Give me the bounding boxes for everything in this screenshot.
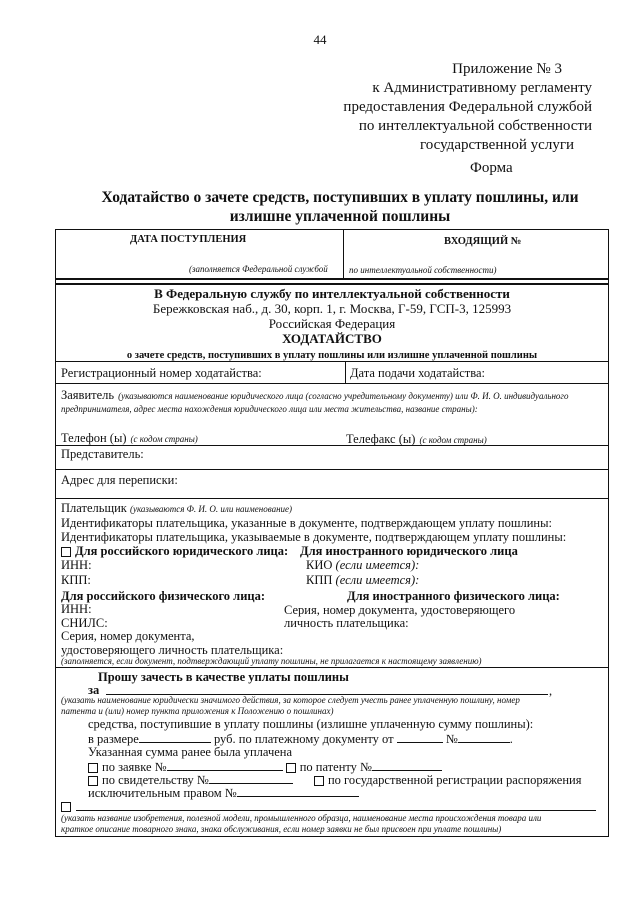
payer-ids-declared: Идентификаторы плательщика, указываемые в документе, подтверждающем уплату пошлины: [61, 530, 567, 544]
offset-funds: средства, поступившие в уплату пошлины (излишне уплаченную сумму пошлины): [88, 717, 534, 731]
offset-za: за [88, 683, 100, 697]
payer-block [61, 501, 606, 544]
kio-field [306, 558, 419, 573]
receipt-note-right: по интеллектуальной собственности) [349, 265, 497, 275]
paid-earlier: Указанная сумма ранее была уплачена [88, 745, 293, 759]
amount-end: . [509, 732, 513, 746]
ru-legal-label: Для российского юридического лица: [75, 544, 289, 558]
receipt-date-label: ДАТА ПОСТУПЛЕНИЯ [130, 234, 247, 245]
reg-number-label: Регистрационный номер ходатайства: [61, 366, 262, 380]
offset-hint-4: краткое описание товарного знака, знака обслуживания, если номер заявки не был присвоен при уплате пошлины) [61, 824, 502, 834]
fax-label: Телефакс (ы) [346, 432, 416, 446]
series-foreign-2: личность плательщика: [284, 616, 409, 630]
series-ru-1: Серия, номер документа, [61, 629, 195, 643]
form-label: Форма [470, 160, 513, 176]
applicant-label: Заявитель [61, 388, 115, 402]
payer-label: Плательщик [61, 501, 127, 515]
header-line: государственной услуги [420, 137, 574, 153]
patent-number-input[interactable] [372, 759, 442, 771]
representative-label: Представитель: [61, 447, 144, 461]
filing-date-label: Дата подачи ходатайства: [350, 366, 485, 380]
series-foreign-1: Серия, номер документа, удостоверяющего [284, 603, 516, 617]
petition-heading: ХОДАТАЙСТВО [282, 331, 382, 346]
by-registration-label: по государственной регистрации распоряжения [327, 773, 582, 787]
series-ru-2: удостоверяющего личность плательщика: [61, 643, 284, 657]
amount-prefix: в размере [88, 732, 139, 746]
payment-number-input[interactable] [458, 731, 510, 743]
payer-hint: (указываются Ф. И. О. или наименование) [129, 504, 293, 514]
inn2-label: ИНН: [61, 602, 92, 616]
offset-heading: Прошу зачесть в качестве уплаты пошлины [98, 670, 349, 684]
offset-hint-1: (указать наименование юридически значимого действия, за которое следует учесть ранее уплаченную пошлину, номер [61, 695, 520, 705]
exclusive-right-label: исключительным правом № [88, 786, 237, 800]
kio-label: КИО [306, 558, 333, 572]
ru-legal-row [61, 544, 288, 559]
foreign-person-label: Для иностранного физического лица: [347, 589, 560, 603]
header-line: Приложение № 3 [452, 61, 562, 77]
amount-no: № [445, 732, 458, 746]
payer-note: (заполняется, если документ, подтверждающий уплату пошлины, не прилагается к настоящему заявлению) [61, 656, 482, 666]
by-certificate-label: по свидетельству № [102, 773, 209, 787]
applicant-block [61, 389, 609, 415]
title-line-1: Ходатайство о зачете средств, поступивших в уплату пошлины, или [101, 189, 579, 206]
certificate-number-input[interactable] [209, 772, 293, 784]
offset-comma: , [549, 684, 553, 698]
fax-field[interactable] [346, 430, 487, 448]
receipt-note-left: (заполняется Федеральной службой [189, 264, 328, 274]
kpp2-field [306, 573, 419, 588]
kio-hint: (если имеется): [335, 558, 420, 572]
offset-hint-3: (указать название изобретения, полезной модели, промышленного образца, наименование места происхождения товара или [61, 813, 542, 823]
addressee-to: В Федеральную службу по интеллектуальной собственности [154, 286, 510, 301]
header-line: к Административному регламенту [372, 80, 592, 96]
page-number: 44 [313, 32, 327, 47]
appendix-header [292, 60, 592, 155]
phone-label: Телефон (ы) [61, 431, 127, 445]
incoming-number-label: ВХОДЯЩИЙ № [444, 236, 522, 247]
ru-legal-checkbox[interactable] [61, 547, 71, 557]
header-line: по интеллектуальной собственности [358, 118, 592, 134]
other-checkbox[interactable] [61, 802, 71, 812]
inn-label: ИНН: [61, 558, 92, 572]
mail-address-label: Адрес для переписки: [61, 473, 178, 487]
kpp-label: КПП: [61, 573, 91, 587]
payment-date-input[interactable] [397, 731, 443, 743]
by-application-label: по заявке № [102, 760, 167, 774]
addressee-country: Российская Федерация [268, 316, 396, 331]
amount-input[interactable] [139, 731, 211, 743]
petition-subject: о зачете средств, поступивших в уплату пошлины или излишне уплаченной пошлины [126, 350, 538, 361]
ru-person-label: Для российского физического лица: [61, 589, 266, 603]
document-title [90, 188, 590, 226]
applicant-hint-2: предпринимателя, адрес места нахождения юридического лица или места жительства, название страны): [61, 404, 478, 414]
payer-ids-in-doc: Идентификаторы плательщика, указанные в документе, подтверждающем уплату пошлины: [61, 516, 552, 530]
by-patent-label: по патенту № [299, 760, 372, 774]
kpp2-label: КПП [306, 573, 333, 587]
foreign-legal-label: Для иностранного юридического лица [300, 544, 518, 558]
addressee-address: Бережковская наб., д. 30, корп. 1, г. Москва, Г-59, ГСП-3, 125993 [152, 301, 512, 316]
title-line-2: излишне уплаченной пошлины [229, 208, 451, 225]
offset-hint-2: патента и (или) номер пункта приложения к Положению о пошлинах) [61, 706, 334, 716]
addressee-block [55, 286, 609, 363]
application-number-input[interactable] [167, 759, 283, 771]
kpp2-hint: (если имеется): [335, 573, 420, 587]
header-line: предоставления Федеральной службой [343, 99, 592, 115]
fax-hint: (с кодом страны) [419, 435, 487, 445]
phone-field[interactable] [61, 429, 198, 447]
applicant-hint-1: (указываются наименование юридического лица (согласно учредительному документу) или Ф. И. О. индивидуального [118, 391, 569, 401]
other-row [61, 799, 75, 814]
exclusive-right-input[interactable] [237, 785, 359, 797]
amount-mid: руб. по платежному документу от [213, 732, 394, 746]
snils-label: СНИЛС: [61, 616, 108, 630]
phone-hint: (с кодом страны) [130, 434, 198, 444]
exclusive-right-row [88, 785, 359, 801]
